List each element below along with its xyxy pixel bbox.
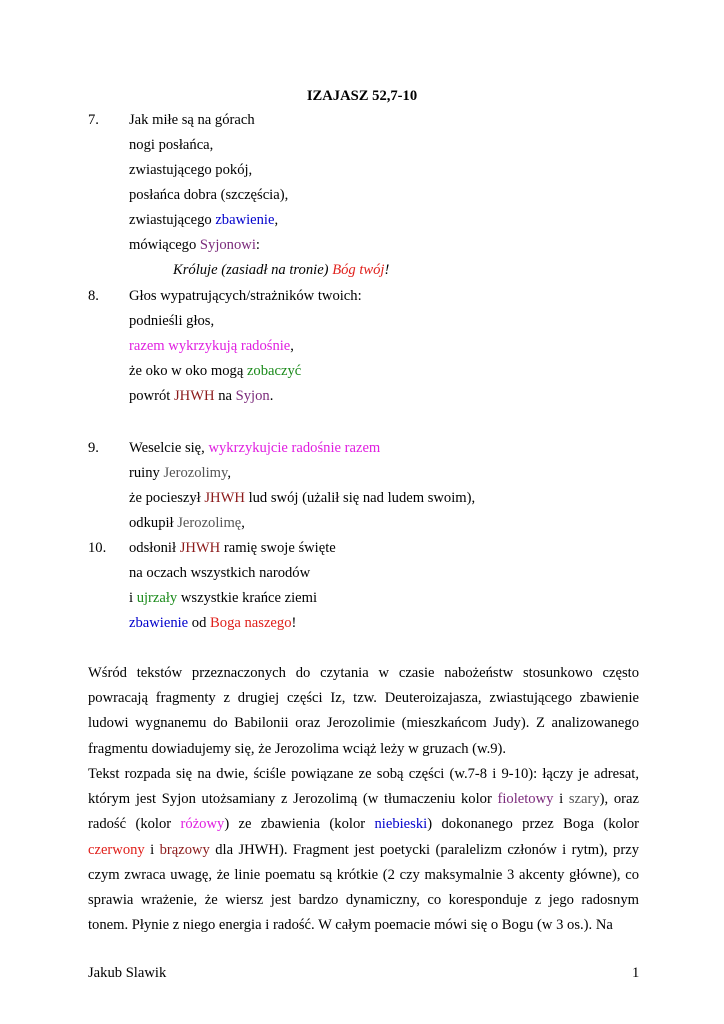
highlight-see: ujrzały	[136, 590, 178, 606]
line-text: ,	[274, 212, 279, 228]
para-text: ) dokonanego przez Boga (kolor	[427, 816, 639, 833]
highlight-jerusalem: Jerozolimy	[163, 465, 228, 481]
poem-line: Głos wypatrujących/strażników twoich:	[129, 288, 362, 304]
poem-line: na oczach wszystkich narodów	[129, 565, 311, 581]
verse-number-7: 7.	[88, 112, 99, 128]
highlight-joy: wykrzykujcie radośnie razem	[208, 440, 381, 456]
commentary-paragraph	[88, 762, 639, 938]
line-text: odkupił	[129, 515, 178, 531]
line-text: że pocieszył	[129, 490, 205, 506]
color-word-red: czerwony	[88, 841, 145, 858]
highlight-jhwh: JHWH	[179, 540, 221, 556]
line-text: Króluje (zasiadł na tronie)	[173, 262, 333, 278]
para-text: i	[553, 791, 569, 808]
highlight-zion: Syjonowi	[199, 237, 256, 253]
line-text: zwiastującego	[129, 212, 216, 228]
color-word-blue: niebieski	[374, 816, 428, 833]
poem-line: Jak miłe są na górach	[129, 112, 255, 128]
poem-line	[129, 388, 273, 405]
poem-line	[129, 338, 294, 355]
verse-number-10: 10.	[88, 540, 107, 556]
color-word-violet: fioletowy	[497, 791, 554, 808]
verse-number-8: 8.	[88, 288, 99, 304]
highlight-jerusalem: Jerozolimę	[177, 515, 242, 531]
poem-line	[129, 615, 296, 632]
line-text: !	[291, 615, 297, 631]
line-text: od	[188, 615, 211, 631]
line-text: !	[384, 262, 390, 278]
page-title: IZAJASZ 52,7-10	[306, 88, 418, 104]
para-text: i	[144, 841, 160, 858]
line-text: że oko w oko mogą	[129, 363, 247, 379]
poem-line	[129, 540, 336, 557]
page-number: 1	[632, 965, 640, 981]
line-text: mówiącego	[129, 237, 200, 253]
color-word-gray: szary	[568, 791, 600, 808]
poem-line	[129, 590, 317, 607]
line-text: powrót	[129, 388, 174, 404]
poem-line	[129, 490, 475, 507]
line-text: .	[269, 388, 274, 404]
line-text: ruiny	[129, 465, 164, 481]
poem-line	[129, 440, 380, 457]
para-text: ) ze zbawienia (kolor	[224, 816, 375, 833]
highlight-god: Bóg twój	[332, 262, 385, 278]
para-text: Tekst rozpada się na dwie, ściśle powiązane ze sobą części (w.7-8 i 9-10): łączy je adresat, którym jest Syjon utożsamiany z Jerozolimą (w tłumaczeniu kolor	[88, 766, 639, 808]
line-text: ,	[290, 338, 294, 354]
line-text: na	[214, 388, 236, 404]
line-text: Weselcie się,	[129, 440, 209, 456]
highlight-see: zobaczyć	[246, 363, 302, 379]
verse-number-9: 9.	[88, 440, 99, 456]
footer-author: Jakub Slawik	[88, 965, 167, 981]
poem-line: podnieśli głos,	[129, 313, 215, 329]
poem-line: posłańca dobra (szczęścia),	[129, 187, 289, 203]
para-text: ), oraz radość (kolor	[88, 791, 639, 833]
poem-line	[129, 363, 301, 380]
color-word-brown: brązowy	[159, 841, 210, 858]
line-text: lud swój (użalił się nad ludem swoim),	[244, 490, 476, 506]
highlight-zion: Syjon	[235, 388, 270, 404]
line-text: wszystkie krańce ziemi	[177, 590, 318, 606]
line-text: ,	[227, 465, 232, 481]
highlight-god: Boga naszego	[210, 615, 292, 631]
poem-line	[129, 237, 260, 254]
highlight-salvation: zbawienie	[215, 212, 275, 228]
highlight-salvation: zbawienie	[129, 615, 189, 631]
highlight-joy: razem wykrzykują radośnie	[129, 338, 291, 354]
commentary-paragraph: Wśród tekstów przeznaczonych do czytania w czasie nabożeństw stosunkowo często powracają fragmenty z drugiej części Iz, tzw. Deuteroizajasza, zwiastującego zbawienie ludowi wygnanemu do Babilonii oraz Jerozolimie (mieszkańcom Judy). Z analizowanego fragmentu dowiadujemy się, że Jerozolima wciąż leży w gruzach (w.9).	[88, 665, 639, 757]
line-text: ,	[241, 515, 245, 531]
poem-line-indented	[173, 262, 389, 279]
poem-line	[129, 465, 231, 482]
line-text: ramię swoje święte	[220, 540, 336, 556]
poem-line: nogi posłańca,	[129, 137, 214, 153]
line-text: i	[129, 590, 137, 606]
line-text: odsłonił	[129, 540, 180, 556]
poem-line	[129, 515, 245, 532]
para-text: dla JHWH). Fragment jest poetycki (paralelizm członów i rytm), przy czym zwraca uwagę, że linie poematu są krótkie (2 czy maksymalnie 3 akcenty główne), co sprawia wrażenie, że wiersz jest bardzo dynamiczny, co koresponduje z jego radosnym tonem. Płynie z niego energia i radość. W całym poemacie mówi się o Bogu (w 3 os.). Na	[88, 841, 639, 934]
highlight-jhwh: JHWH	[204, 490, 245, 506]
highlight-jhwh: JHWH	[174, 388, 215, 404]
poem-line	[129, 212, 278, 229]
poem-line: zwiastującego pokój,	[129, 162, 253, 178]
line-text: :	[255, 237, 260, 253]
color-word-pink: różowy	[180, 816, 225, 833]
